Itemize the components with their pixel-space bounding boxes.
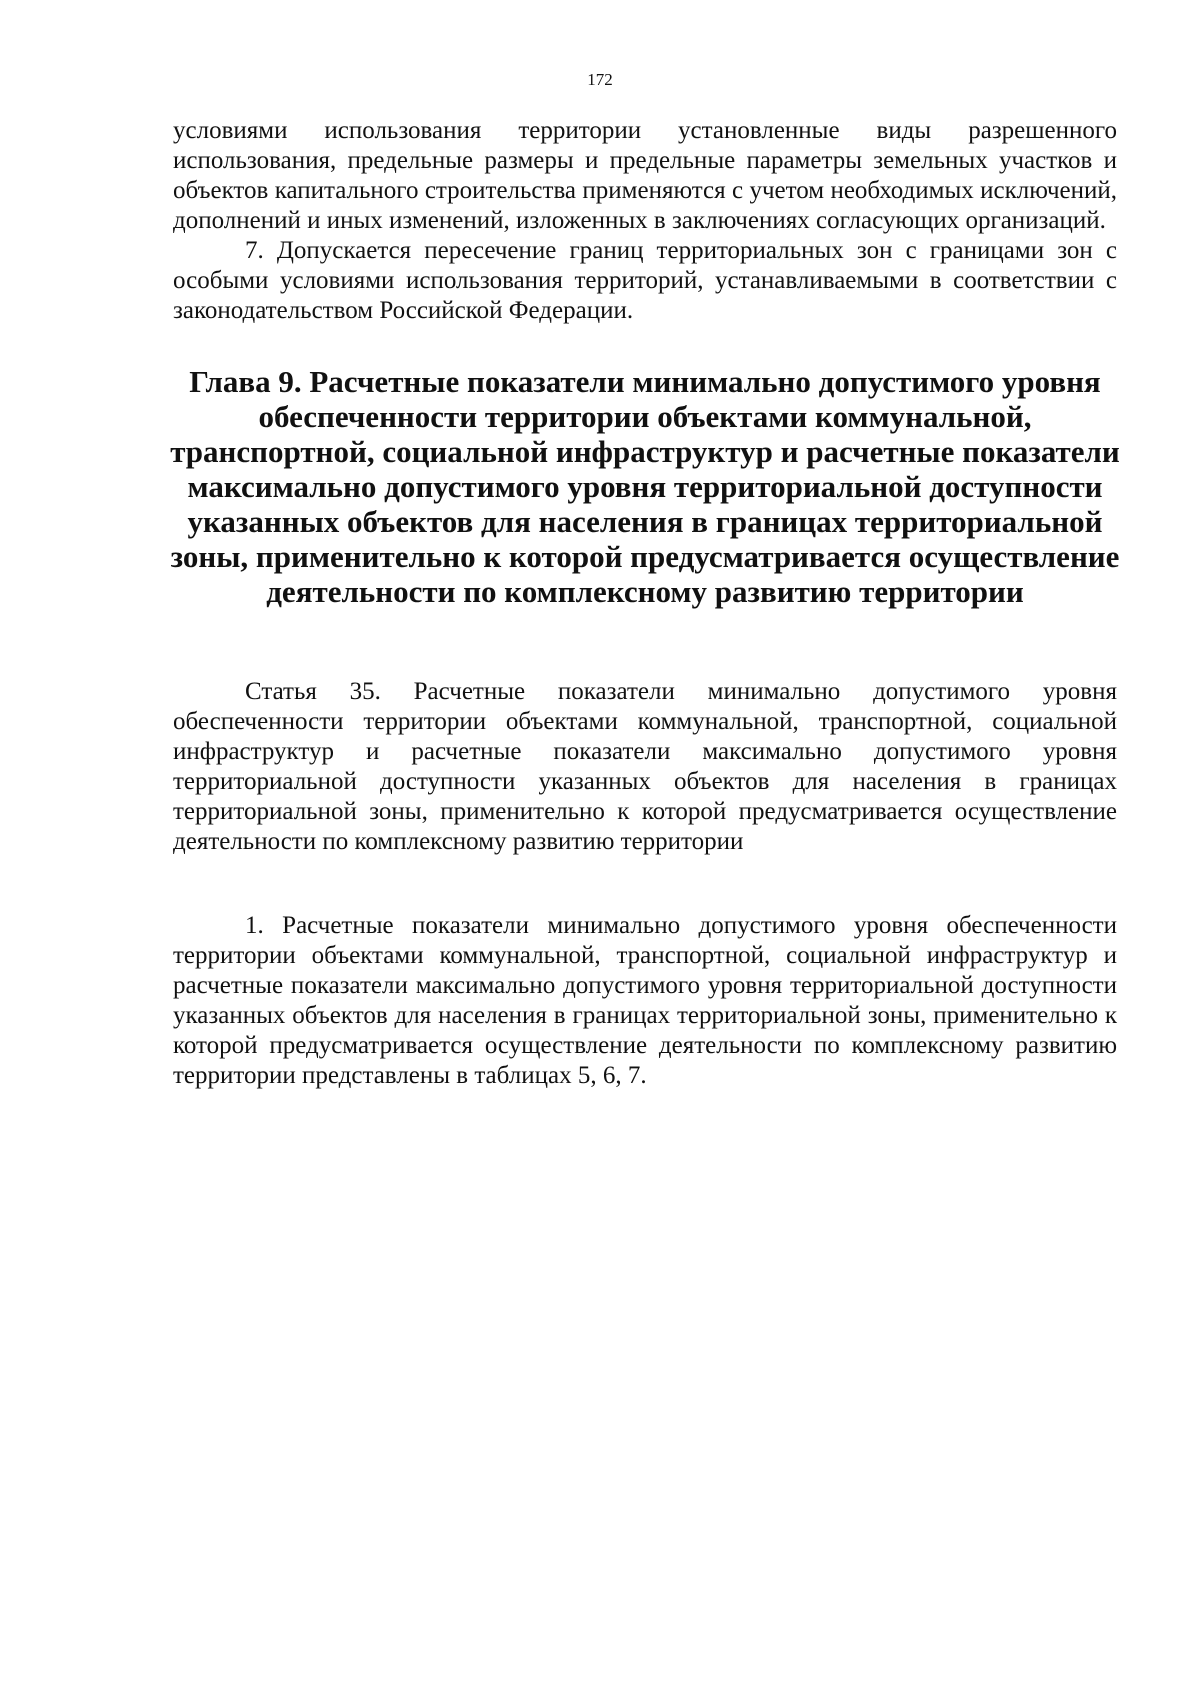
item-1-paragraph: 1. Расчетные показатели минимально допустимого уровня обеспеченности территории объектами коммунальной, транспортной, социальной инфраструктур и расчетные показатели максимально допустимого уровня территориальной доступности указанных объектов для населения в границах территориальной зоны, применительно к которой предусматривается осуществление деятельности по комплексному развитию территории представлены в таблицах 5, 6, 7. — [173, 912, 1117, 1089]
page-number: 172 — [587, 70, 613, 89]
chapter-heading: Глава 9. Расчетные показатели минимально допустимого уровня обеспеченности территории объектами коммунальной, транспортной, социальной инфраструктур и расчетные показатели максимально допустимого уровня территориальной доступности указанных объектов для населения в границах территориальной зоны, применительно к которой предусматривается осуществление деятельности по комплексному развитию территории — [170, 364, 1120, 609]
document-body — [170, 116, 1120, 1091]
article-heading: Статья 35. Расчетные показатели минимально допустимого уровня обеспеченности территории объектами коммунальной, транспортной, социальной инфраструктур и расчетные показатели максимально допустимого уровня территориальной доступности указанных объектов для населения в границах территориальной зоны, применительно к которой предусматривается осуществление деятельности по комплексному развитию территории — [173, 678, 1117, 855]
paragraph-continued: условиями использования территории установленные виды разрешенного использования, предельные размеры и предельные параметры земельных участков и объектов капитального строительства применяются с учетом необходимых исключений, дополнений и иных изменений, изложенных в заключениях согласующих организаций. — [173, 117, 1117, 234]
paragraph-7: 7. Допускается пересечение границ территориальных зон с границами зон с особыми условиями использования территорий, устанавливаемыми в соответствии с законодательством Российской Федерации. — [173, 237, 1117, 324]
